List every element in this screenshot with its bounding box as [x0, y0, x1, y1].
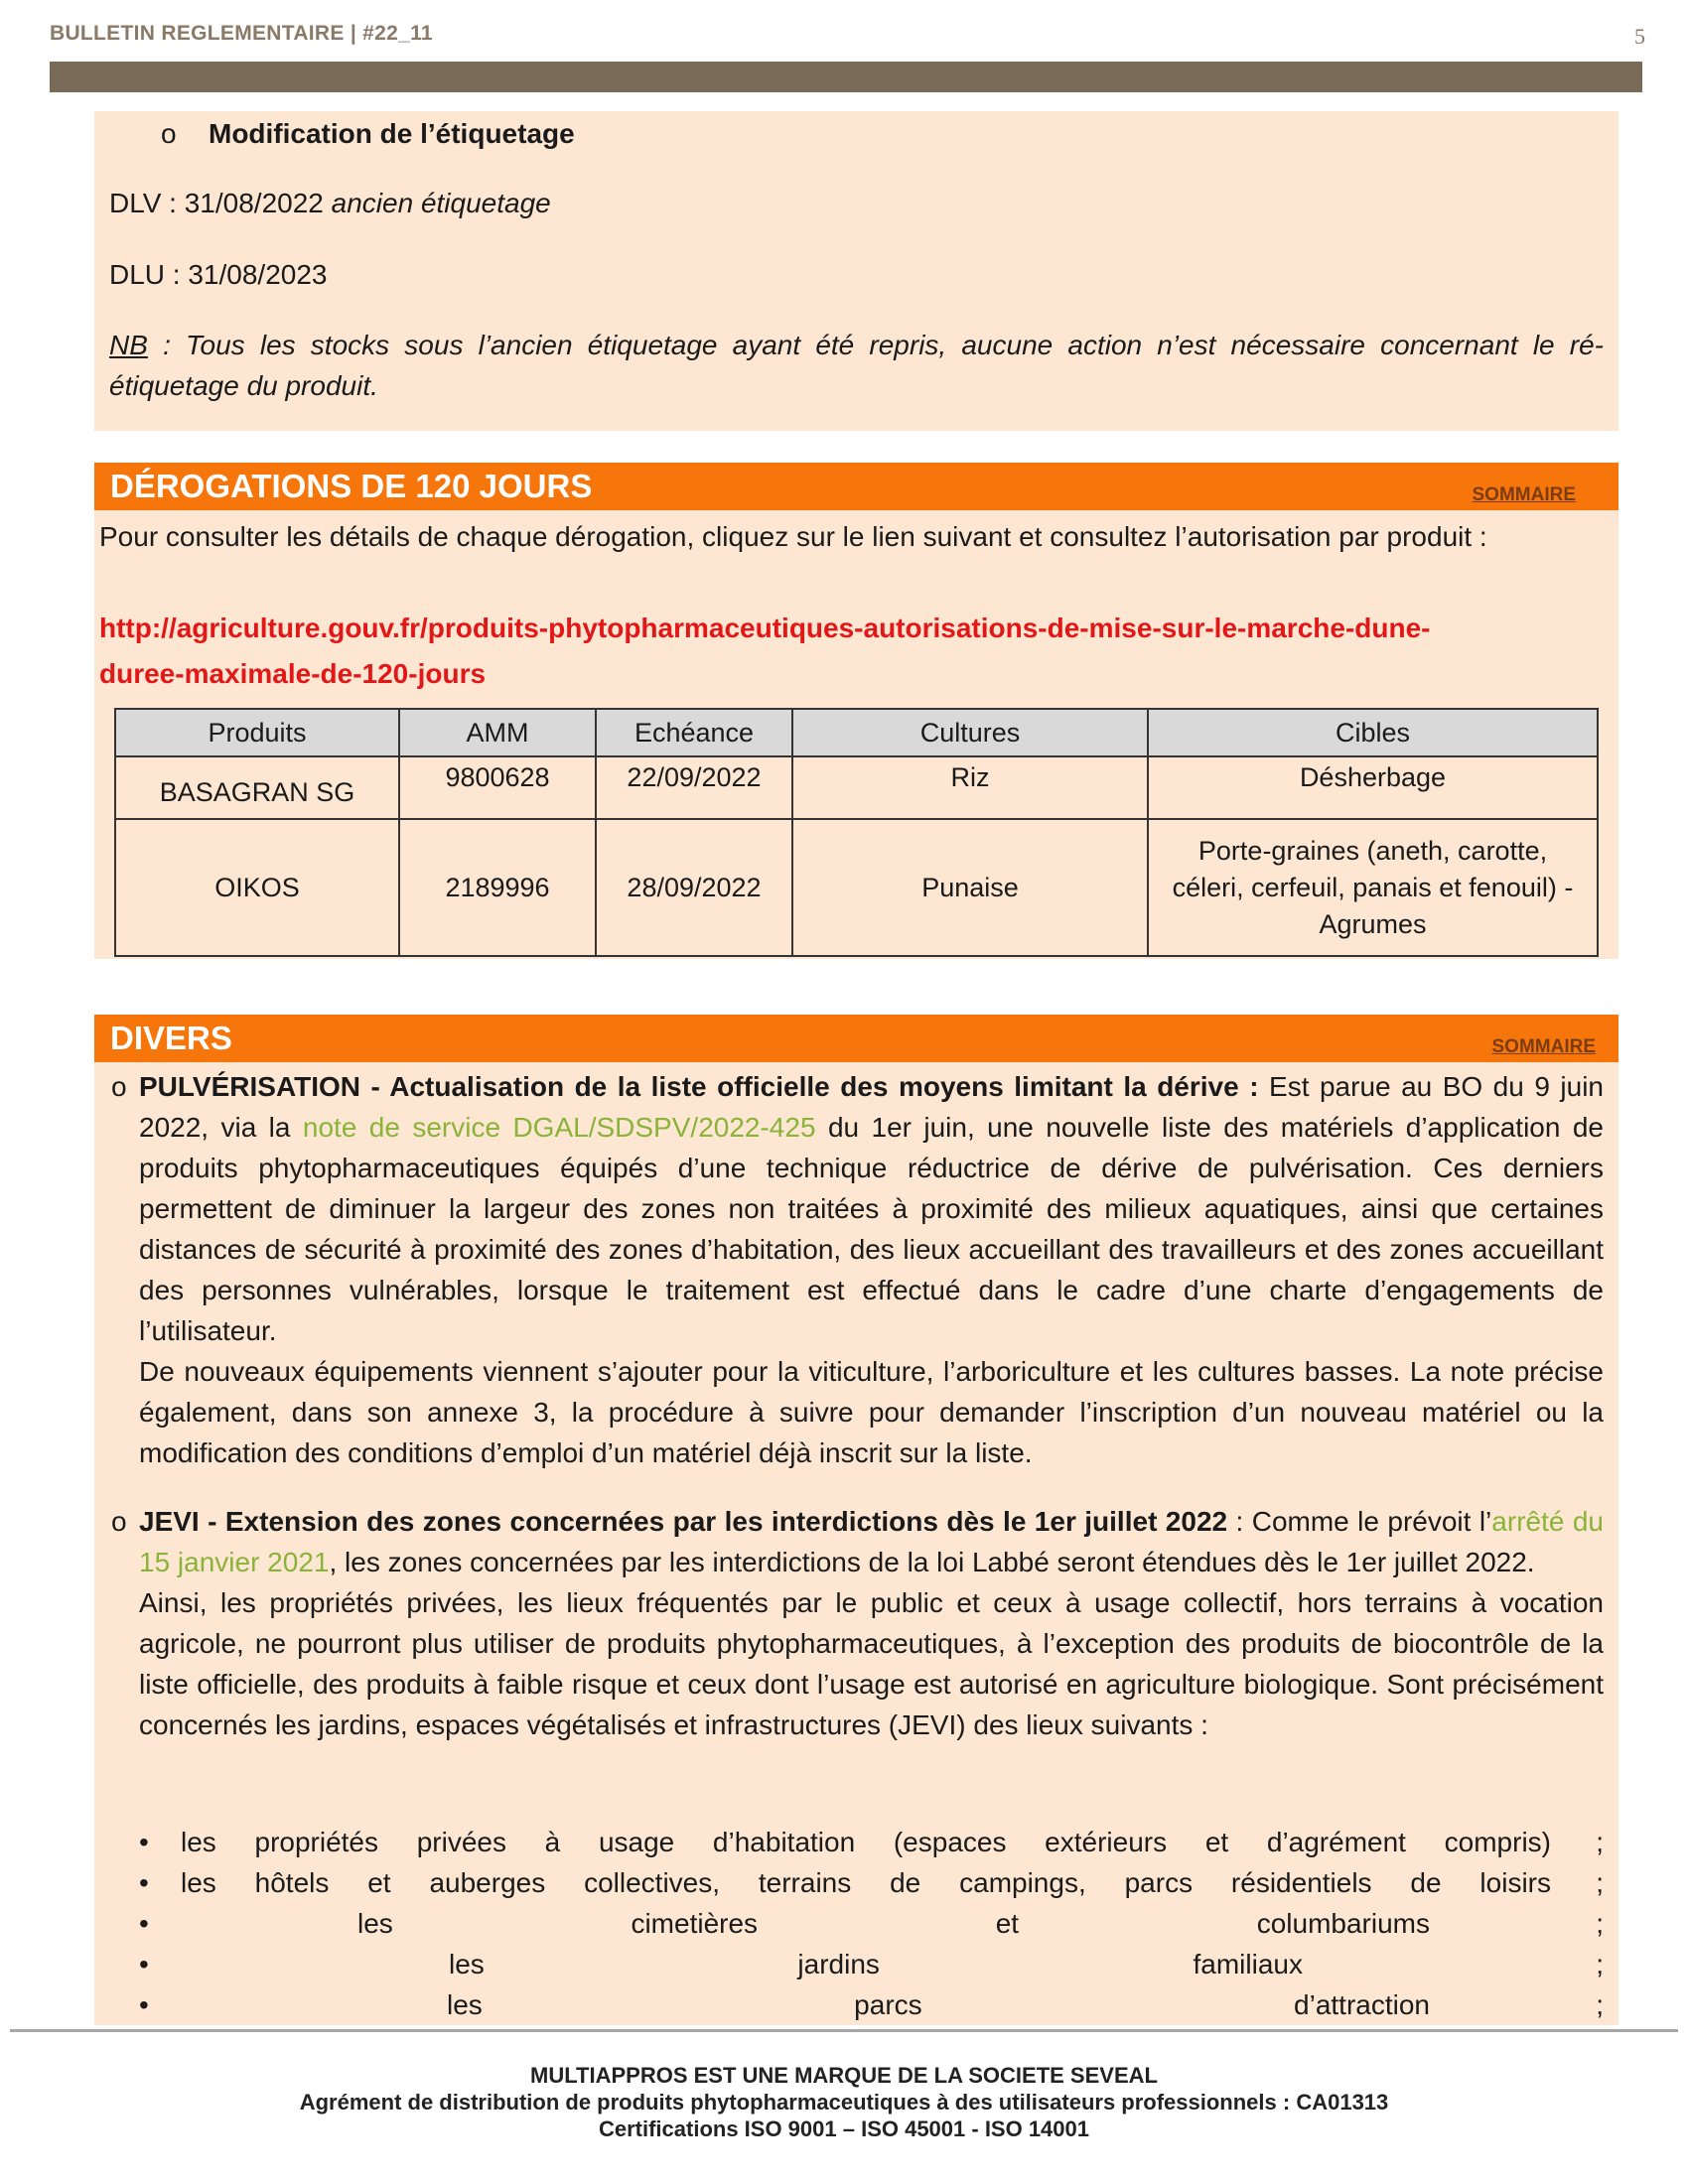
cell-cibles: Désherbage — [1148, 756, 1598, 819]
item1-paragraph — [139, 1066, 1604, 1473]
item2-text-a: : Comme le prévoit l’ — [1227, 1506, 1492, 1537]
cell-echeance: 22/09/2022 — [596, 756, 792, 819]
nb-label: NB — [109, 330, 148, 360]
col-header-cibles: Cibles — [1148, 709, 1598, 756]
bulletin-title: BULLETIN REGLEMENTAIRE | #22_11 — [50, 22, 433, 45]
list-item — [139, 1827, 1604, 1867]
cell-produit: BASAGRAN SG — [115, 756, 399, 819]
cell-echeance: 28/09/2022 — [596, 819, 792, 956]
footer-line-2: Agrément de distribution de produits phytopharmaceutiques à des utilisateurs professionnels : CA01313 — [299, 2090, 1389, 2115]
item1-link[interactable]: note de service DGAL/SDSPV/2022-425 — [302, 1112, 816, 1143]
labeling-heading: Modification de l’étiquetage — [209, 118, 575, 149]
dlu-line: DLU : 31/08/2023 — [109, 259, 328, 290]
bullet-dot: • — [139, 1827, 149, 1857]
list-item-text: les cimetières et columbariums — [357, 1908, 1430, 1939]
nb-paragraph — [109, 325, 1604, 406]
footer-line-1: MULTIAPPROS EST UNE MARQUE DE LA SOCIETE SEVEAL — [530, 2063, 1158, 2088]
cell-produit: OIKOS — [115, 819, 399, 956]
list-item-text: les jardins familiaux — [449, 1949, 1303, 1979]
derogations-title: DÉROGATIONS DE 120 JOURS — [110, 468, 593, 504]
list-item-end: ; — [1596, 1908, 1604, 1939]
col-header-amm: AMM — [399, 709, 596, 756]
nb-text: : Tous les stocks sous l’ancien étiquetage ayant été repris, aucune action n’est nécessaire concernant le ré-étiquetage du produit. — [109, 330, 1604, 401]
item1-text-a: Est parue au BO du 9 juin 2022, via la — [139, 1071, 1604, 1143]
item2-paragraph — [139, 1501, 1604, 1745]
derogations-link-line2[interactable]: duree-maximale-de-120-jours — [99, 658, 487, 689]
list-item-text: les hôtels et auberges collectives, terrains de campings, parcs résidentiels de loisirs — [181, 1867, 1551, 1898]
item2-bold: JEVI - Extension des zones concernées par les interdictions dès le 1er juillet 2022 — [139, 1506, 1228, 1537]
item2-text-c: Ainsi, les propriétés privées, les lieux fréquentés par le public et ceux à usage collectif, hors terrains à vocation agricole, ne pourront plus utiliser de produits phytopharmaceutiques, à l’exception des produits de biocontrôle de la liste officielle, des produits à faible risque et ceux dont l’usage est autorisé en agriculture biologique. Sont précisément concernés les jardins, espaces végétalisés et infrastructures (JEVI) des lieux suivants : — [139, 1587, 1604, 1740]
divers-sommaire-link[interactable]: SOMMAIRE — [1491, 1036, 1596, 1057]
item2-bullet: o — [111, 1506, 127, 1537]
cell-cibles: Porte-graines (aneth, carotte, céleri, cerfeuil, panais et fenouil) - Agrumes — [1148, 819, 1598, 956]
item1-text-c: De nouveaux équipements viennent s’ajouter pour la viticulture, l’arboriculture et les cultures basses. La note précise également, dans son annexe 3, la procédure à suivre pour demander l’inscription d’un nouveau matériel ou la modification des conditions d’emploi d’un matériel déjà inscrit sur la liste. — [139, 1356, 1604, 1468]
list-item — [139, 1989, 1604, 2030]
bullet-dot: • — [139, 1908, 149, 1939]
divers-title: DIVERS — [110, 1020, 232, 1056]
page-number: 5 — [1634, 24, 1645, 49]
labeling-bullet: o — [161, 118, 177, 149]
table-header-row — [115, 709, 1598, 756]
dlv-line — [109, 183, 551, 223]
bullet-dot: • — [139, 1867, 149, 1898]
cell-cultures: Punaise — [792, 819, 1148, 956]
col-header-produits: Produits — [115, 709, 399, 756]
dlv-label: DLV : 31/08/2022 — [109, 188, 332, 218]
list-item — [139, 1867, 1604, 1908]
list-item — [139, 1908, 1604, 1949]
cell-cultures: Riz — [792, 756, 1148, 819]
item1-bold: PULVÉRISATION - Actualisation de la liste officielle des moyens limitant la dérive : — [139, 1071, 1259, 1102]
derogations-header — [94, 463, 1618, 510]
col-header-cultures: Cultures — [792, 709, 1148, 756]
item1-text-b: du 1er juin, une nouvelle liste des matériels d’application de produits phytopharmaceutiques équipés d’une technique réductrice de dérive de pulvérisation. Ces derniers permettent de diminuer la largeur des zones non traitées à proximité des milieux aquatiques, ainsi que certaines distances de sécurité à proximité des zones d’habitation, des lieux accueillant des travailleurs et des zones accueillant des personnes vulnérables, lorsque le traitement est effectué dans le cadre d’une charte d’engagements de l’utilisateur. — [139, 1112, 1604, 1346]
cell-amm: 9800628 — [399, 756, 596, 819]
list-item-end: ; — [1596, 1867, 1604, 1898]
derogations-intro: Pour consulter les détails de chaque dérogation, cliquez sur le lien suivant et consultez l’autorisation par produit : — [99, 521, 1487, 552]
list-item-end: ; — [1596, 1989, 1604, 2020]
list-item-text: les propriétés privées à usage d’habitation (espaces extérieurs et d’agrément compris) — [181, 1827, 1551, 1857]
col-header-echeance: Echéance — [596, 709, 792, 756]
derogations-table — [114, 708, 1599, 957]
derogations-sommaire-link[interactable]: SOMMAIRE — [1472, 484, 1576, 505]
divers-header — [94, 1015, 1618, 1062]
dlv-note: ancien étiquetage — [331, 188, 551, 218]
item2-link[interactable]: arrêté du 15 janvier 2021 — [139, 1506, 1605, 1577]
item2-text-b: , les zones concernées par les interdictions de la loi Labbé seront étendues dès le 1er juillet 2022. — [329, 1547, 1535, 1577]
bullet-dot: • — [139, 1989, 149, 2020]
list-item-end: ; — [1596, 1949, 1604, 1979]
item1-bullet: o — [111, 1071, 127, 1102]
table-row — [115, 819, 1598, 956]
derogations-link-line1[interactable]: http://agriculture.gouv.fr/produits-phytopharmaceutiques-autorisations-de-mise-sur-le-marche-dune- — [99, 613, 1431, 643]
list-item — [139, 1949, 1604, 1989]
footer-line-3: Certifications ISO 9001 – ISO 45001 - ISO 14001 — [598, 2116, 1090, 2141]
cell-amm: 2189996 — [399, 819, 596, 956]
header-bar — [50, 62, 1642, 92]
footer-divider — [10, 2029, 1678, 2032]
list-item-end: ; — [1596, 1827, 1604, 1857]
list-item-text: les parcs d’attraction — [447, 1989, 1430, 2020]
bullet-dot: • — [139, 1949, 149, 1979]
table-row — [115, 756, 1598, 819]
